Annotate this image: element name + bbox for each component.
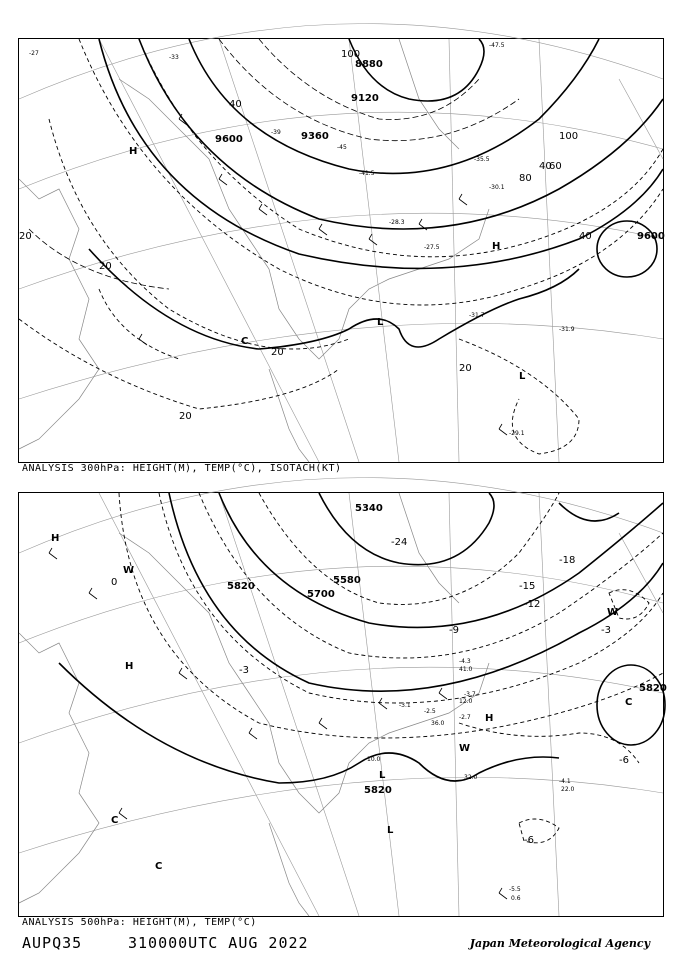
station-value: 22.0	[561, 786, 575, 793]
temp-label: -29.1	[509, 430, 525, 437]
height-label: 5700	[307, 589, 335, 600]
temp-label: -27.5	[424, 244, 440, 251]
temp-label: -31.9	[559, 326, 575, 333]
station-value: 0.6	[511, 895, 521, 902]
temp-label: -28.3	[389, 219, 405, 226]
temp-label: -45	[337, 144, 347, 151]
temp-contour-label: -9	[449, 625, 459, 636]
high-pressure-center: H	[492, 241, 501, 252]
isotach-label: 80	[519, 173, 532, 184]
isotach-label: 20	[99, 261, 112, 272]
cold-center: C	[111, 815, 119, 826]
temp-contour-label: -3	[239, 665, 249, 676]
isotach-label: 40	[229, 99, 242, 110]
temp-contour-label: -18	[559, 555, 576, 566]
isotach-label: 20	[19, 231, 32, 242]
temp-contour-label: 0	[111, 577, 118, 588]
station-value: 32.0	[464, 774, 478, 781]
chart-code: AUPQ35	[22, 934, 83, 952]
station-value: -4.3	[459, 658, 471, 665]
height-label: 5580	[333, 575, 361, 586]
low-pressure-center: L	[377, 317, 384, 328]
station-value: -4.1	[559, 778, 571, 785]
high-pressure-center: H	[129, 146, 138, 157]
low-pressure-center: L	[387, 825, 394, 836]
low-pressure-center: L	[379, 770, 386, 781]
station-value: 10.0	[367, 756, 381, 763]
height-label: 9600	[215, 134, 243, 145]
temp-contour-label: -15	[519, 581, 536, 592]
temp-contour-label: -6	[619, 755, 629, 766]
temperature-isotherms	[19, 39, 663, 454]
temp-contour-label: -6	[524, 835, 534, 846]
cold-center: C	[241, 336, 249, 347]
temp-contour-label: -24	[391, 537, 408, 548]
temp-label: -27	[29, 50, 39, 57]
station-value: -2.7	[459, 714, 471, 721]
height-label: 9120	[351, 93, 379, 104]
warm-center: W	[123, 565, 135, 576]
temp-label: -30.1	[489, 184, 505, 191]
temp-label: -41.5	[359, 170, 375, 177]
isotach-label: 20	[459, 363, 472, 374]
map-panel-500hpa	[18, 492, 667, 917]
warm-center: W	[459, 743, 471, 754]
isotach-label: 100	[341, 49, 361, 60]
coastlines	[19, 493, 489, 916]
temp-label: -31.7	[469, 312, 485, 319]
temp-label: -33	[169, 54, 179, 61]
isotach-label: 20	[179, 411, 192, 422]
temp-label: -47.5	[489, 42, 505, 49]
height-label: 5820	[364, 785, 392, 796]
height-contours	[59, 493, 665, 783]
map-panel-300hpa	[18, 38, 664, 463]
agency-name: Japan Meteorological Agency	[469, 937, 650, 950]
map-300hpa	[19, 39, 663, 462]
height-label: 5340	[355, 503, 383, 514]
station-value: -3.7	[464, 691, 476, 698]
temp-contour-label: -3	[601, 625, 611, 636]
low-pressure-center: L	[519, 371, 526, 382]
valid-time: 310000UTC AUG 2022	[128, 934, 309, 952]
high-pressure-center: H	[125, 661, 134, 672]
height-label: 8880	[355, 59, 383, 70]
isotach-label: 40	[579, 231, 592, 242]
height-label: 9600	[637, 231, 665, 242]
caption-500hpa: ANALYSIS 500hPa: HEIGHT(M), TEMP(°C)	[22, 917, 257, 928]
height-label: 5820	[227, 581, 255, 592]
station-value: -3.1	[399, 702, 411, 709]
height-contours	[89, 39, 663, 349]
isotach-label: 20	[271, 347, 284, 358]
high-pressure-center: H	[51, 533, 60, 544]
station-value: 36.0	[431, 720, 445, 727]
map-500hpa	[19, 493, 667, 916]
isotach-label: 60	[549, 161, 562, 172]
temp-contour-label: -12	[524, 599, 541, 610]
high-pressure-center: H	[485, 713, 494, 724]
graticule	[19, 478, 663, 916]
station-value: 41.0	[459, 666, 473, 673]
height-label: 9360	[301, 131, 329, 142]
temp-label: -35.5	[474, 156, 490, 163]
station-value: 12.0	[459, 698, 473, 705]
height-label: 5820	[639, 683, 667, 694]
station-value: -2.5	[424, 708, 436, 715]
isotach-label: 100	[559, 131, 579, 142]
station-value: -5.5	[509, 886, 521, 893]
temp-label: -39	[271, 129, 281, 136]
cold-center: C	[625, 697, 633, 708]
warm-center: W	[607, 607, 619, 618]
isotach-label: 40	[539, 161, 552, 172]
isotach-lines	[29, 39, 519, 289]
caption-300hpa: ANALYSIS 300hPa: HEIGHT(M), TEMP(°C), ISOTACH(KT)	[22, 463, 342, 474]
cold-center: C	[155, 861, 163, 872]
